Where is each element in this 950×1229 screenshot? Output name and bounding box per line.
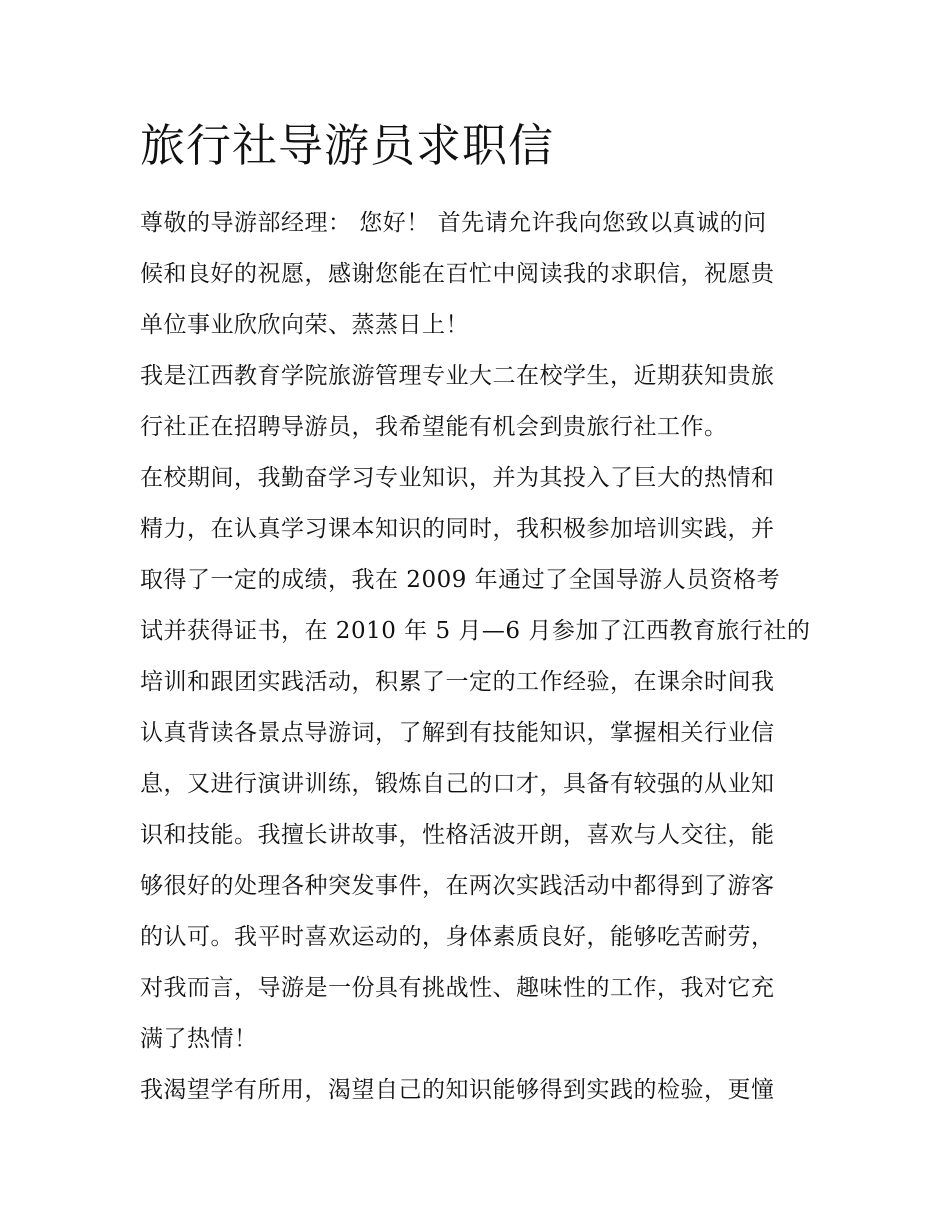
text-line: 在校期间，我勤奋学习专业知识，并为其投入了巨大的热情和 [140, 465, 775, 491]
text-line: 培训和跟团实践活动，积累了一定的工作经验，在课余时间我 [140, 669, 775, 695]
text-line: 我是江西教育学院旅游管理专业大二在校学生，近期获知贵旅 [140, 363, 775, 389]
text-line: 的认可。我平时喜欢运动的，身体素质良好，能够吃苦耐劳， [140, 924, 775, 950]
text-line: 单位事业欣欣向荣、蒸蒸日上！ [140, 312, 469, 338]
text-line: 试并获得证书，在 2010 年 5 月—6 月参加了江西教育旅行社的 [140, 618, 811, 644]
text-line: 够很好的处理各种突发事件，在两次实践活动中都得到了游客 [140, 873, 775, 899]
text-line: 取得了一定的成绩，我在 2009 年通过了全国导游人员资格考 [140, 567, 781, 593]
text-line: 息，又进行演讲训练，锻炼自己的口才，具备有较强的从业知 [140, 771, 775, 797]
text-line: 认真背读各景点导游词，了解到有技能知识，掌握相关行业信 [140, 720, 775, 746]
letter-body [140, 198, 820, 1116]
document-title: 旅行社导游员求职信 [140, 119, 555, 172]
text-line: 满了热情！ [140, 1026, 258, 1052]
text-line: 行社正在招聘导游员，我希望能有机会到贵旅行社工作。 [140, 414, 728, 440]
text-line: 精力，在认真学习课本知识的同时，我积极参加培训实践，并 [140, 516, 775, 542]
text-line: 识和技能。我擅长讲故事，性格活波开朗，喜欢与人交往，能 [140, 822, 775, 848]
text-line: 对我而言，导游是一份具有挑战性、趣味性的工作，我对它充 [140, 975, 775, 1001]
text-line: 候和良好的祝愿，感谢您能在百忙中阅读我的求职信，祝愿贵 [140, 261, 775, 287]
text-line: 尊敬的导游部经理： 您好！ 首先请允许我向您致以真诚的问 [140, 210, 767, 236]
text-line: 我渴望学有所用，渴望自己的知识能够得到实践的检验，更憧 [140, 1077, 775, 1103]
